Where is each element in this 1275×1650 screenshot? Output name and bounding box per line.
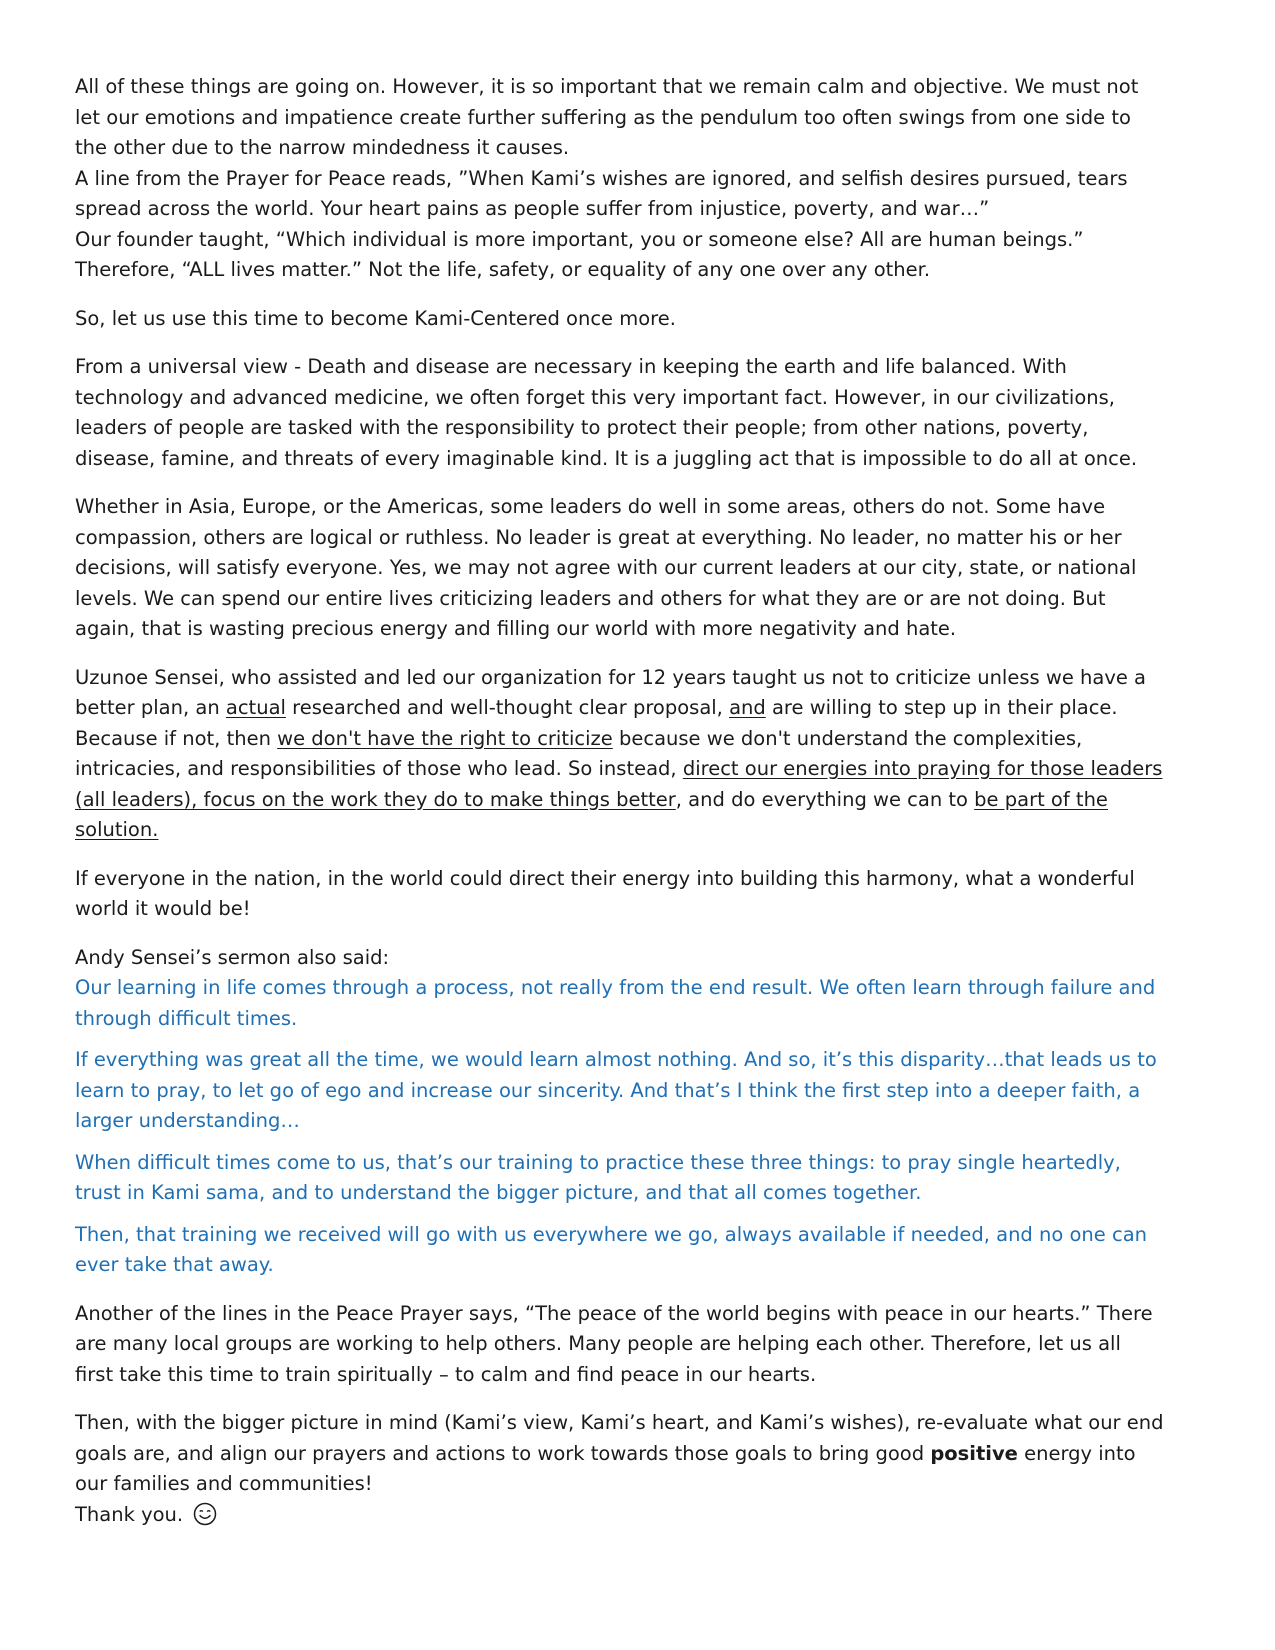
sermon-quote-2: If everything was great all the time, we would learn almost nothing. And so, it’s this disparity…that leads us to learn to pray, to let go of ego and increase our sincerity. And that’s I think the first step into a deeper faith, a larger understanding… <box>75 1048 1157 1132</box>
closing-line <box>75 1500 1165 1531</box>
bold-text: positive <box>930 1441 1018 1465</box>
opening-text: All of these things are going on. However, it is so important that we remain calm and objective. We must not let our emotions and impatience create further suffering as the pendulum too often swings from one side to the other due to the narrow mindedness it causes. <box>75 75 1139 159</box>
text-segment: because we don't understand the complexities, intricacies, and responsibilities of those who lead. So instead, <box>75 726 1083 780</box>
smiley-face-icon <box>193 1502 217 1526</box>
text-segment: researched and well-thought clear proposal, <box>285 696 730 719</box>
paragraph-universal-view: From a universal view - Death and disease are necessary in keeping the earth and life balanced. With technology and advanced medicine, we often forget this very important fact. However, in our civilizations, leaders of people are tasked with the responsibility to protect their people; from other nations, poverty, disease, famine, and threats of every imaginable kind. It is a juggling act that is impossible to do all at once. <box>75 355 1138 470</box>
text-segment: energy into our families and communities! <box>75 1441 1136 1495</box>
all-lives-matter-text: Therefore, “ALL lives matter.” Not the life, safety, or equality of any one over any other. <box>75 258 931 281</box>
paragraph-leaders: Whether in Asia, Europe, or the Americas, some leaders do well in some areas, others do not. Some have compassion, others are logical or ruthless. No leader is great at everything. No leader, no matter his or her decisions, will satisfy everyone. Yes, we may not agree with our current leaders at our city, state, or national levels. We can spend our entire lives criticizing leaders and others for what they are or are not doing. But again, that is wasting precious energy and filling our world with more negativity and hate. <box>75 495 1137 640</box>
founder-quote: Our founder taught, “Which individual is more important, you or someone else? All are human beings.” <box>75 227 1084 251</box>
underlined-text: we don't have the right to criticize <box>277 726 613 750</box>
text-segment: Uzunoe Sensei, who assisted and led our organization for 12 years taught us not to criticize unless we have a better plan, an <box>75 665 1147 719</box>
sermon-quote-3: When difficult times come to us, that’s our training to practice these three things: to pray single heartedly, trust in Kami sama, and to understand the bigger picture, and that all comes together. <box>75 1150 1121 1204</box>
paragraph-harmony: If everyone in the nation, in the world could direct their energy into building this harmony, what a wonderful world it would be! <box>75 866 1135 920</box>
paragraph-uzunoe-sensei <box>75 663 1165 846</box>
underlined-text: direct our energies into praying for those leaders (all leaders), focus on the work they do to make things better <box>75 757 1163 811</box>
underlined-text: and <box>729 696 766 719</box>
paragraph-bigger-picture <box>75 1408 1165 1500</box>
sermon-quote-1: Our learning in life comes through a process, not really from the end result. We often learn through failure and through difficult times. <box>75 976 1156 1030</box>
sermon-quote-4: Then, that training we received will go with us everywhere we go, always available if needed, and no one can ever take that away. <box>75 1222 1148 1276</box>
text-segment: are willing to step up in their place. Because if not, then <box>75 696 1118 750</box>
closing-text: Thank you. <box>75 1502 184 1526</box>
text-segment: , and do everything we can to <box>675 787 975 811</box>
prayer-for-peace-quote: A line from the Prayer for Peace reads, ”When Kami’s wishes are ignored, and selfish desires pursued, tears spread across the world. Your heart pains as people suffer from injustice, poverty, and war…” <box>75 166 1128 220</box>
paragraph-kami-centered: So, let us use this time to become Kami-Centered once more. <box>75 306 676 330</box>
text-segment: Then, with the bigger picture in mind (Kami’s view, Kami’s heart, and Kami’s wishes), re-evaluate what our end goals are, and align our prayers and actions to work towards those goals to bring good <box>75 1411 1164 1465</box>
paragraph-opening <box>75 72 1165 286</box>
underlined-text: actual <box>225 696 286 719</box>
paragraph-peace-prayer: Another of the lines in the Peace Prayer says, “The peace of the world begins with peace in our hearts.” There are many local groups are working to help others. Many people are helping each other. Therefore, let us all first take this time to train spiritually – to calm and find peace in our hearts. <box>75 1301 1153 1386</box>
underlined-text: be part of the solution. <box>75 787 1108 841</box>
sermon-intro: Andy Sensei’s sermon also said: <box>75 945 390 969</box>
